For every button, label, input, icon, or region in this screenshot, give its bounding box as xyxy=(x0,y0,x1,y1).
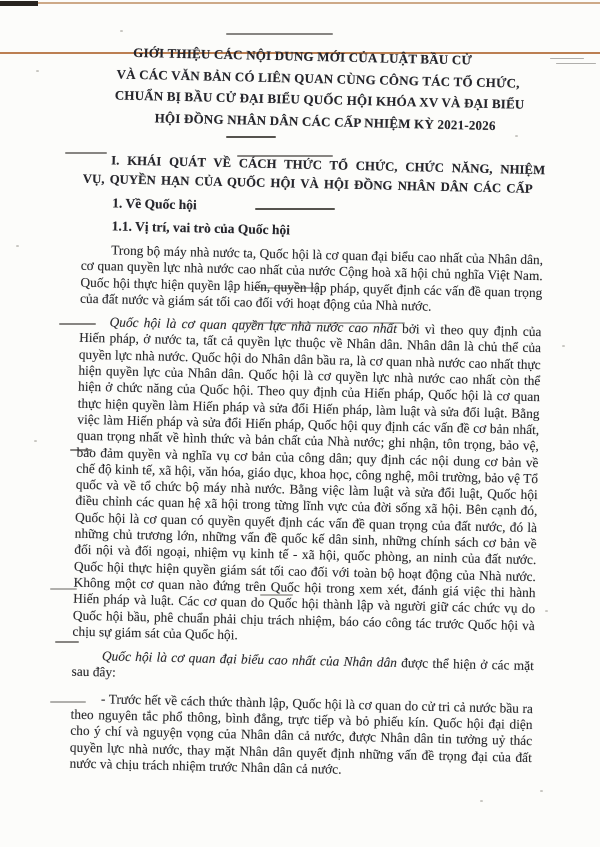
scan-smudge-line xyxy=(550,58,584,59)
scan-top-rule xyxy=(0,2,600,4)
scan-speck xyxy=(540,790,543,792)
paragraph xyxy=(69,690,533,782)
document-title-line: VÀ CÁC VĂN BẢN CÓ LIÊN QUAN CÙNG CÔNG TÁC TỔ CHỨC, xyxy=(116,65,520,91)
paragraph xyxy=(71,648,534,691)
scan-speck xyxy=(34,440,37,442)
scan-speck xyxy=(36,70,39,72)
paragraph-text: được thể hiện ở các mặt sau đây: xyxy=(71,655,535,681)
scan-corner-mark xyxy=(0,1,38,6)
paragraph xyxy=(72,314,541,650)
document-title xyxy=(84,41,548,137)
scan-smudge-line xyxy=(556,63,596,64)
subsubsection-heading: 1.1. Vị trí, vai trò của Quốc hội xyxy=(111,218,291,238)
document-title-line: HỘI ĐỒNG NHÂN DÂN CÁC CẤP NHIỆM KỲ 2021-2026 xyxy=(154,109,496,133)
document-title-line: GIỚI THIỆU CÁC NỘI DUNG MỚI CỦA LUẬT BẦU CỬ xyxy=(133,44,473,68)
subsection-heading: 1. Về Quốc hội xyxy=(112,195,197,213)
paragraph-lead-italic: Quốc hội là cơ quan quyền lực nhà nước cao nhất xyxy=(109,314,398,337)
document-content xyxy=(69,38,548,782)
scan-speck xyxy=(545,610,548,612)
scan-speck xyxy=(120,30,123,32)
section-heading: I. KHÁI QUÁT VỀ CÁCH THỨC TỔ CHỨC, CHỨC NĂNG, NHIỆM VỤ, QUYỀN HẠN CỦA QUỐC HỘI VÀ HỘI ĐỒNG NHÂN DÂN CÁC CẤP xyxy=(82,153,546,196)
paragraph-lead-italic: Quốc hội là cơ quan đại biểu cao nhất của Nhân dân xyxy=(101,648,398,671)
scan-speck xyxy=(562,345,565,347)
document-title-line: CHUẨN BỊ BẦU CỬ ĐẠI BIỂU QUỐC HỘI KHÓA XV VÀ ĐẠI BIỂU xyxy=(114,87,525,112)
paragraph xyxy=(80,242,543,318)
scan-speck xyxy=(480,800,483,802)
paragraph-text: Trong bộ máy nhà nước ta, Quốc hội là cơ quan đại biểu cao nhất của Nhân dân, cơ quan quyền lực nhà nước cao nhất của nước Cộng hoà xã hội chủ nghĩa Việt Nam. Quốc hội thực hiện quyền lập hiến, quyền lập pháp, quyết định các vấn đề quan trọng của đất nước và giám sát tối cao đối với hoạt động của Nhà nước. xyxy=(79,242,544,314)
paragraph-text: - Trước hết về cách thức thành lập, Quốc hội là cơ quan do cử tri cả nước bầu ra theo nguyên tắc phổ thông, bình đẳng, trực tiếp và bỏ phiếu kín. Quốc hội đại diện cho ý chí và nguyện vọng của Nhân dân cả nước, được Nhân dân tin tưởng uỷ thác quyền lực nhà nước, thay mặt Nhân dân quyết định những vấn đề trọng đại của đất nước và chịu trách nhiệm trước Nhân dân cả nước. xyxy=(69,691,534,777)
scan-speck xyxy=(16,245,19,247)
paragraph-text: bởi vì theo quy định của Hiến pháp, ở nước ta, tất cả quyền lực thuộc về Nhân dân. Nhân dân là chủ thể của quyền lực nhà nước. Quốc hội do Nhân dân bầu ra, là cơ quan nhà nước cao nhất thực hiện quyền lực của Nhân dân. Quốc hội là cơ quyền lực nhà nước cao nhất còn thể hiện ở chức năng của Quốc hội. Theo quy định của Hiến pháp, Quốc hội là cơ quan thực hiện quyền làm Hiến pháp và sửa đổi Hiến pháp, làm luật và sửa đổi luật. Bằng việc làm Hiến pháp và sửa đổi Hiến pháp, Quốc hội quy định các vấn đề cơ bản nhất, quan trọng nhất về hình thức và bản chất của Nhà nước; ghi nhận, tôn trọng, bảo vệ, bảo đảm quyền và nghĩa vụ cơ bản của công dân; quy định các nội dung cơ bản về chế độ kinh tế, xã hội, văn hóa, giáo dục, khoa học, công nghệ, môi trường, bảo vệ Tổ quốc và về tổ chức bộ máy nhà nước. Bằng việc làm luật và sửa đổi luật, Quốc hội điều chỉnh các quan hệ xã hội trong từng lĩnh vực của đời sống xã hội. Bên cạnh đó, Quốc hội là cơ quan có quyền quyết định các vấn đề quan trọng của đất nước, đó là những chủ trương lớn, những vấn đề quốc kế dân sinh, những chính sách cơ bản về đối nội và đối ngoại, nhiệm vụ kinh tế - xã hội, quốc phòng, an ninh của đất nước. Quốc hội thực hiện quyền giám sát tối cao đối với toàn bộ hoạt động của Nhà nước. Không một cơ quan nào đứng trên Quốc hội trong xem xét, đánh giá việc thi hành Hiến pháp và luật. Các cơ quan do Quốc hội thành lập và người giữ các chức vụ do Quốc hội bầu, phê chuẩn phải chịu trách nhiệm, báo cáo công tác trước Quốc hội và chịu sự giám sát của Quốc hội. xyxy=(72,321,542,643)
scan-smudge-line xyxy=(226,33,333,35)
